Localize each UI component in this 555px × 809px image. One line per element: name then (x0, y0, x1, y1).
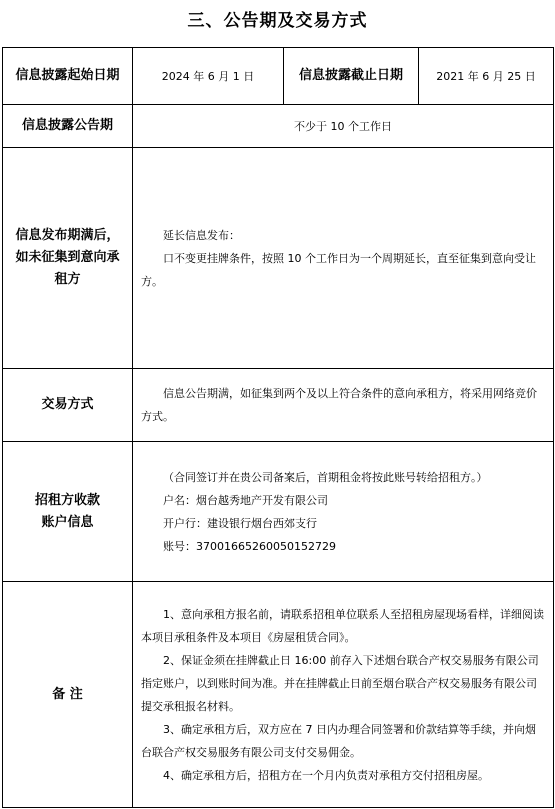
extension-label-line-3: 租方 (54, 272, 81, 287)
account-bank: 开户行：建设银行烟台西郊支行 (163, 516, 317, 530)
account-info-content (133, 442, 554, 582)
remark-item-3: 3、确定承租方后，双方应在 7 日内办理合同签署和价款结算等手续，并向烟台联合产权交易服务有限公司支付交易佣金。 (141, 722, 536, 759)
row-trade-method (3, 369, 554, 442)
remark-item-4: 4、确定承租方后，招租方在一个月内负责对承租方交付招租房屋。 (163, 768, 489, 782)
account-label-line-1: 招租方收款 (34, 492, 100, 508)
remark-item-2: 2、保证金须在挂牌截止日 16:00 前存入下述烟台联合产权交易服务有限公司指定账户，以到账时间为准。并在挂牌截止日前至烟台联合产权交易服务有限公司提交承租报名材料。 (141, 653, 539, 713)
remark-item-1: 1、意向承租方报名前，请联系招租单位联系人至招租房屋现场看样，详细阅读本项目承租条件及本项目《房屋租赁合同》。 (141, 607, 544, 644)
end-date-value: 2021 年 6 月 25 日 (419, 48, 554, 105)
section-title: 三、公告期及交易方式 (187, 11, 368, 31)
remarks-content (133, 582, 554, 808)
notice-table (2, 47, 554, 808)
row-disclosure-period (3, 105, 554, 148)
period-value: 不少于 10 个工作日 (133, 105, 554, 148)
period-label: 信息披露公告期 (3, 105, 133, 148)
extension-label (3, 148, 133, 369)
account-number: 账号：37001665260050152729 (163, 539, 336, 553)
account-name: 户名：烟台越秀地产开发有限公司 (163, 493, 328, 507)
start-date-value: 2024 年 6 月 1 日 (133, 48, 284, 105)
extension-heading: 延长信息发布： (163, 228, 240, 242)
start-date-label: 信息披露起始日期 (3, 48, 133, 105)
trade-method-label: 交易方式 (3, 369, 133, 442)
row-account-info (3, 442, 554, 582)
end-date-label: 信息披露截止日期 (284, 48, 419, 105)
extension-option: 口不变更挂牌条件，按照 10 个工作日为一个周期延长，直至征集到意向受让方。 (141, 251, 536, 288)
row-extension (3, 148, 554, 369)
extension-label-line-2: 如未征集到意向承 (15, 250, 120, 265)
extension-label-line-1: 信息发布期满后， (15, 228, 120, 243)
row-remarks (3, 582, 554, 808)
remarks-label: 备 注 (3, 582, 133, 808)
account-label-line-2: 账户信息 (41, 514, 94, 530)
trade-method-text (133, 369, 554, 442)
account-note: （合同签订并在贵公司备案后，首期租金将按此账号转给招租方。） (163, 470, 488, 484)
extension-content (133, 148, 554, 369)
trade-method-paragraph: 信息公告期满，如征集到两个及以上符合条件的意向承租方，将采用网络竞价方式。 (141, 387, 537, 423)
account-info-label (3, 442, 133, 582)
row-disclosure-dates (3, 48, 554, 105)
